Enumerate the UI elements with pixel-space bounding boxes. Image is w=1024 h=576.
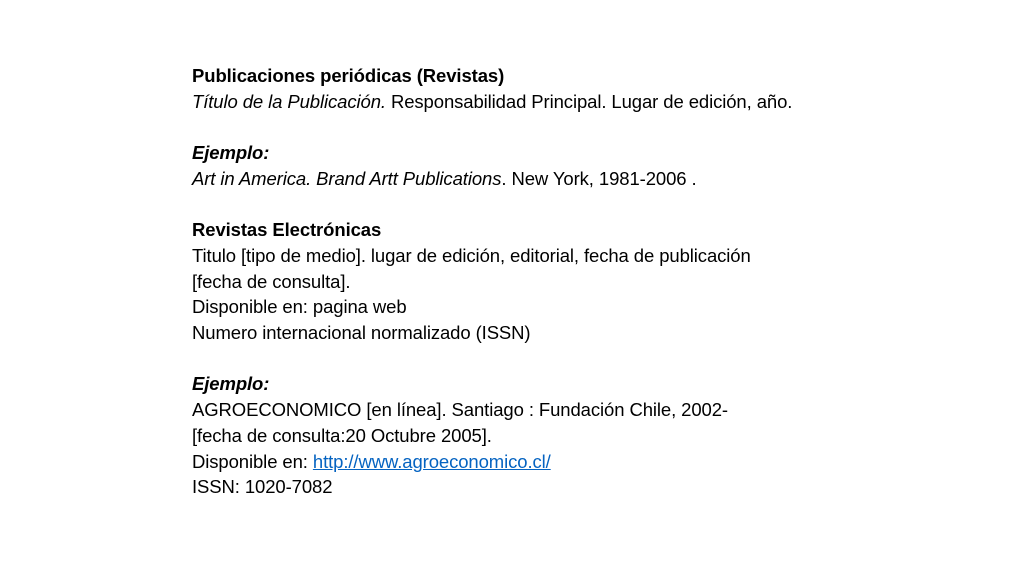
periodicals-heading: Publicaciones periódicas (Revistas) xyxy=(192,65,505,86)
periodicals-example-title: Art in America. Brand Artt Publications xyxy=(192,167,502,189)
spacer xyxy=(192,114,992,140)
available-prefix: Disponible en: xyxy=(192,450,313,472)
periodicals-format-rest: Responsabilidad Principal. Lugar de edición, año. xyxy=(385,90,793,112)
electronic-example-available xyxy=(192,449,992,475)
spacer xyxy=(192,192,992,218)
slide-content xyxy=(192,63,992,500)
spacer xyxy=(192,346,992,372)
electronic-format-line: [fecha de consulta]. xyxy=(192,270,351,292)
electronic-heading: Revistas Electrónicas xyxy=(192,219,382,241)
periodicals-format-title: Título de la Publicación. xyxy=(192,90,386,112)
periodicals-format xyxy=(192,89,992,115)
electronic-format-line: Numero internacional normalizado (ISSN) xyxy=(192,322,531,343)
electronic-example-line: AGROECONOMICO [en línea]. Santiago : Fundación Chile, 2002- xyxy=(192,399,728,421)
agroeconomico-link[interactable]: http://www.agroeconomico.cl/ xyxy=(312,450,551,472)
electronic-format-line: Disponible en: pagina web xyxy=(192,296,407,318)
periodicals-example xyxy=(192,166,992,192)
periodicals-example-label: Ejemplo: xyxy=(192,142,270,164)
electronic-example-label: Ejemplo: xyxy=(192,373,270,395)
electronic-format-line: Titulo [tipo de medio]. lugar de edición, editorial, fecha de publicación xyxy=(192,244,751,266)
electronic-example-issn: ISSN: 1020-7082 xyxy=(192,476,333,498)
electronic-example-line: [fecha de consulta:20 Octubre 2005]. xyxy=(192,424,492,446)
periodicals-example-rest: . New York, 1981-2006 . xyxy=(501,167,697,189)
